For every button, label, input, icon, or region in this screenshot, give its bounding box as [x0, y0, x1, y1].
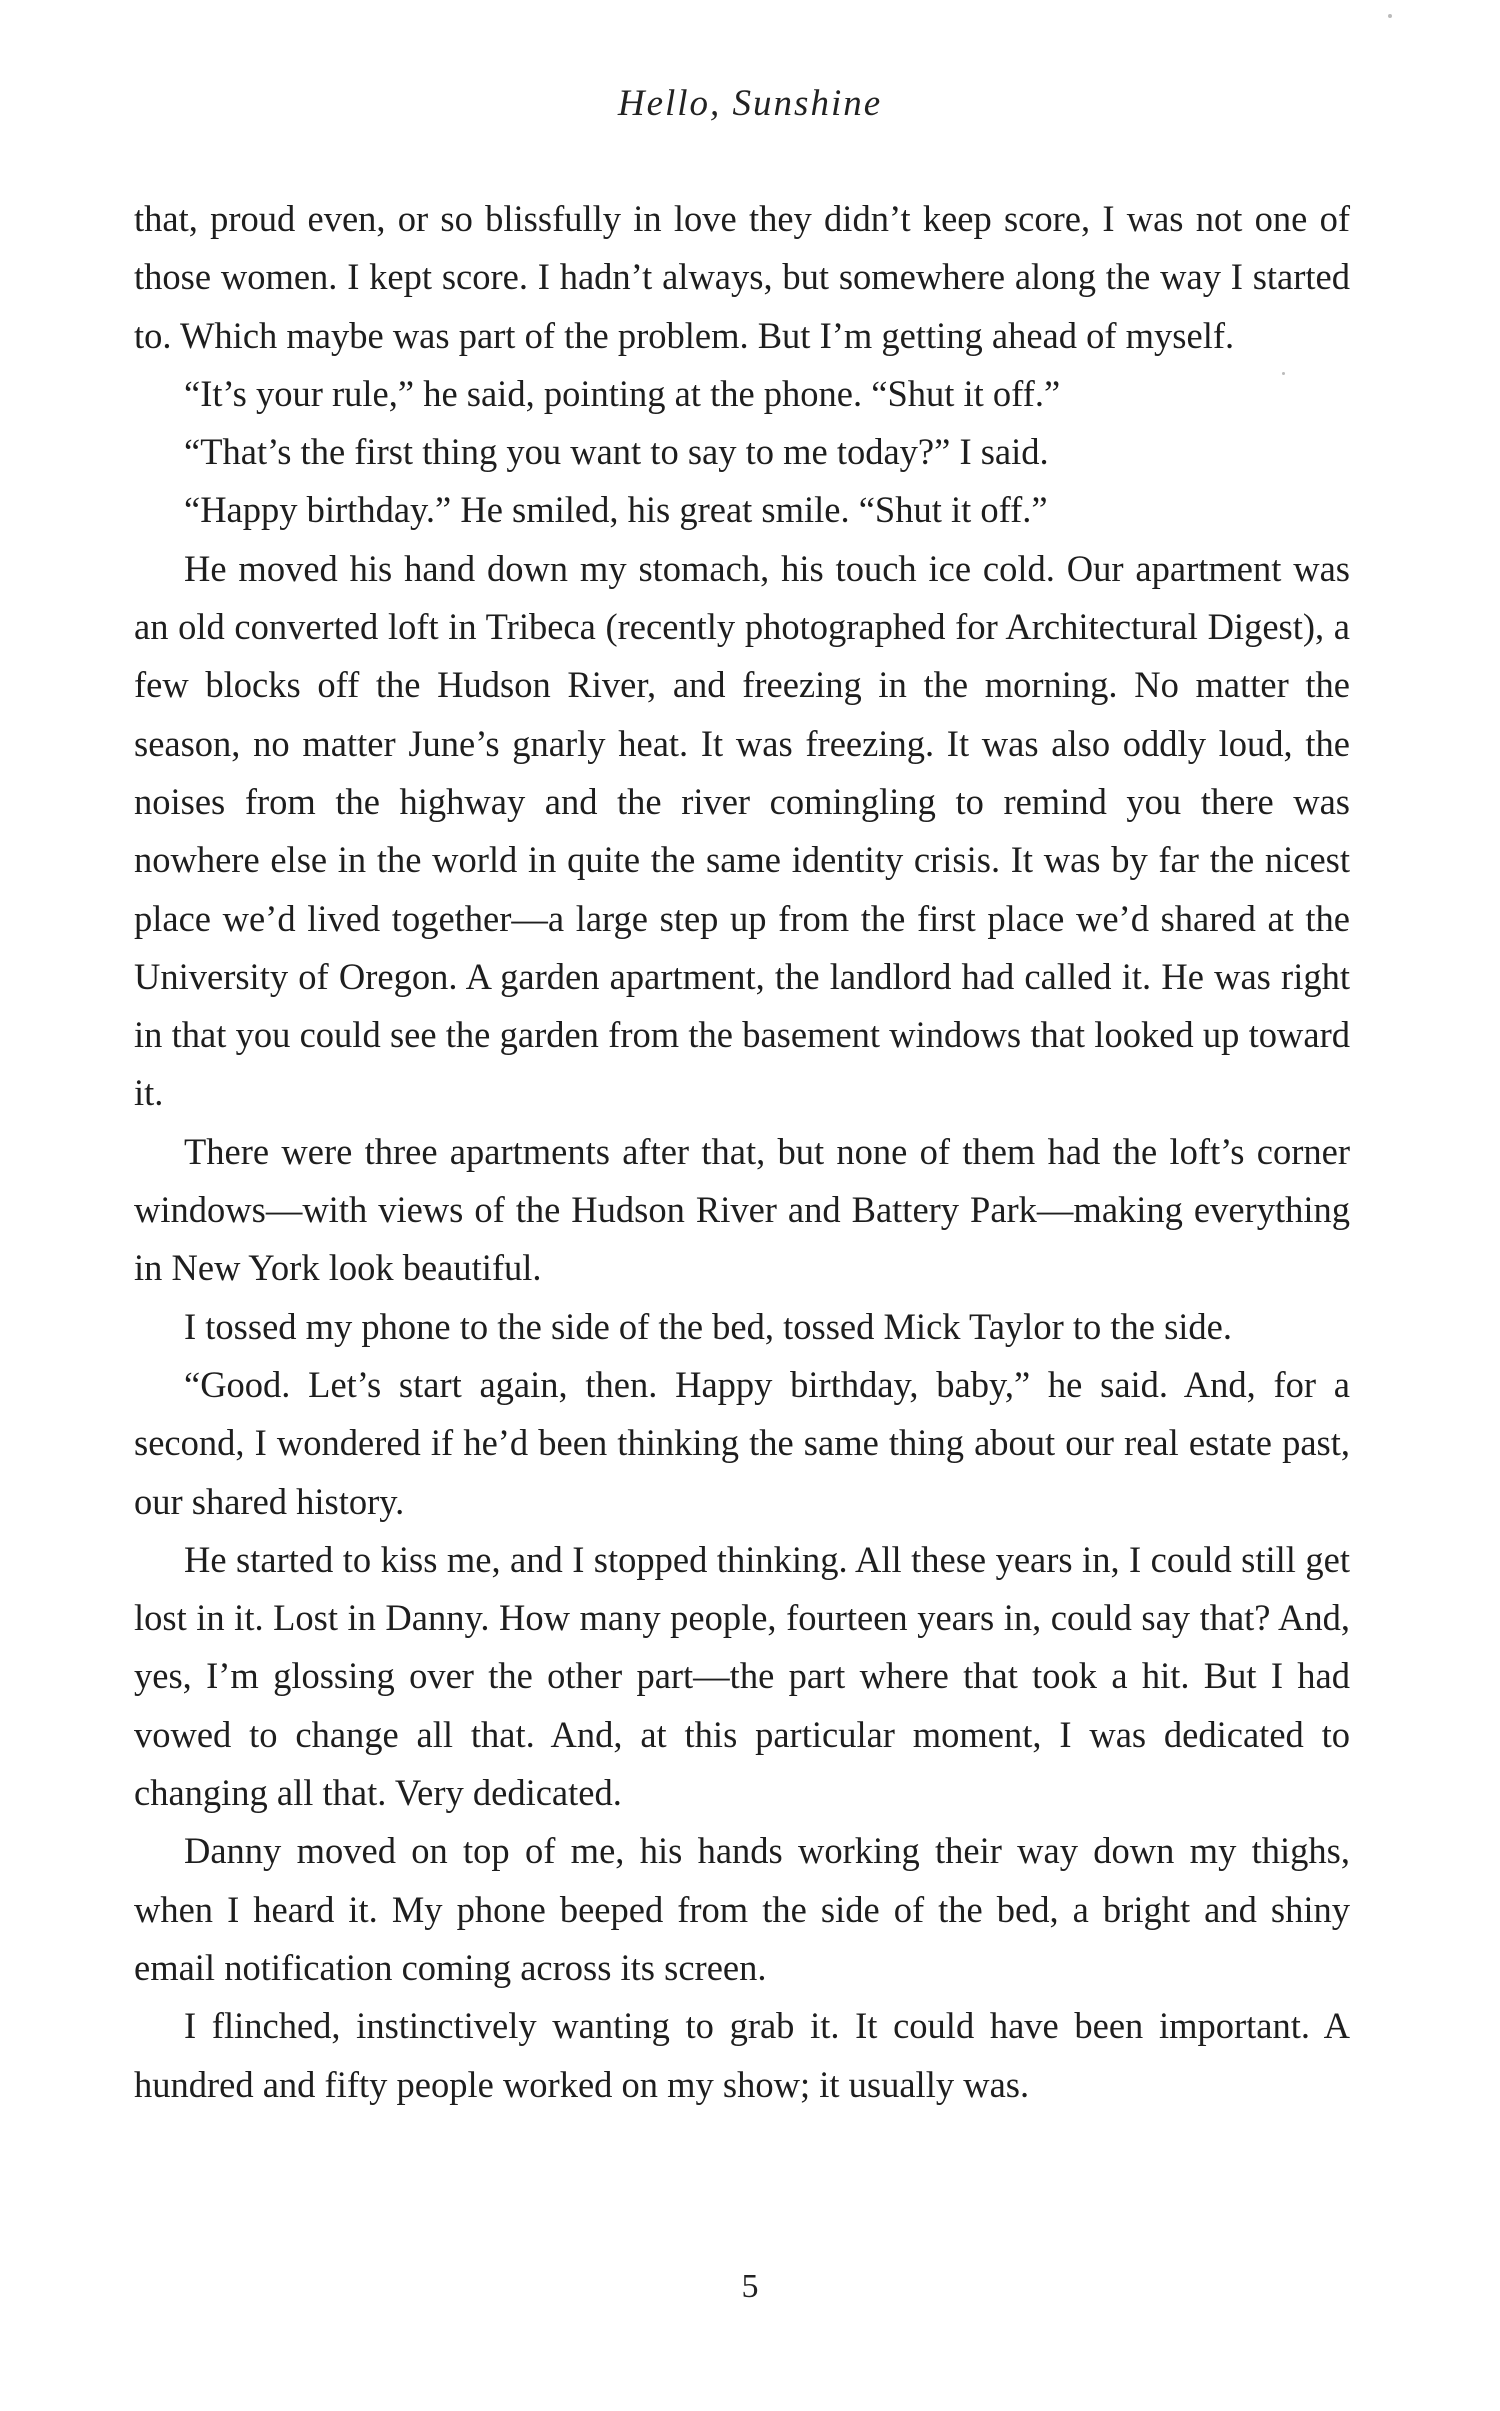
- paragraph: “It’s your rule,” he said, pointing at the phone. “Shut it off.”: [184, 372, 1061, 414]
- page-number: 5: [741, 2268, 759, 2305]
- paragraph: that, proud even, or so blissfully in love they didn’t keep score, I was not one of those women. I kept score. I hadn’t always, but somewhere along the way I started to. Which maybe was part of the problem. But I’m getting ahead of myself.: [134, 198, 1350, 356]
- paragraph: “Happy birthday.” He smiled, his great smile. “Shut it off.”: [184, 489, 1048, 531]
- body-text: [134, 190, 1350, 2114]
- scan-speck: [1388, 14, 1392, 18]
- paragraph: “Good. Let’s start again, then. Happy birthday, baby,” he said. And, for a second, I wondered if he’d been thinking the same thing about our real estate past, our shared history.: [134, 1363, 1350, 1522]
- paragraph: I tossed my phone to the side of the bed, tossed Mick Taylor to the side.: [184, 1305, 1233, 1347]
- paragraph: He started to kiss me, and I stopped thinking. All these years in, I could still get lost in it. Lost in Danny. How many people, fourteen years in, could say that? And, yes, I’m glossing over the other part—the part where that took a hit. But I had vowed to change all that. And, at this particular moment, I was dedicated to changing all that. Very dedicated.: [134, 1538, 1350, 1814]
- paragraph: Danny moved on top of me, his hands working their way down my thighs, when I heard it. My phone beeped from the side of the bed, a bright and shiny email notification coming across its screen.: [134, 1830, 1350, 1988]
- scan-speck: [1282, 372, 1285, 375]
- paragraph: I flinched, instinctively wanting to grab it. It could have been important. A hundred and fifty people worked on my show; it usually was.: [134, 2005, 1350, 2105]
- running-head-title: Hello, Sunshine: [617, 83, 883, 124]
- paragraph: He moved his hand down my stomach, his touch ice cold. Our apartment was an old converted loft in Tribeca (recently photographed for Architectural Digest), a few blocks off the Hudson River, and freezing in the morning. No matter the season, no matter June’s gnarly heat. It was freezing. It was also oddly loud, the noises from the highway and the river comingling to remind you there was nowhere else in the world in quite the same identity crisis. It was by far the nicest place we’d lived together—a large step up from the first place we’d shared at the University of Oregon. A garden apartment, the landlord had called it. He was right in that you could see the garden from the basement windows that looked up toward it.: [134, 547, 1350, 1114]
- paragraph: There were three apartments after that, but none of them had the loft’s corner windows—with views of the Hudson River and Battery Park—making everything in New York look beautiful.: [134, 1130, 1350, 1289]
- paragraph: “That’s the first thing you want to say to me today?” I said.: [184, 431, 1049, 473]
